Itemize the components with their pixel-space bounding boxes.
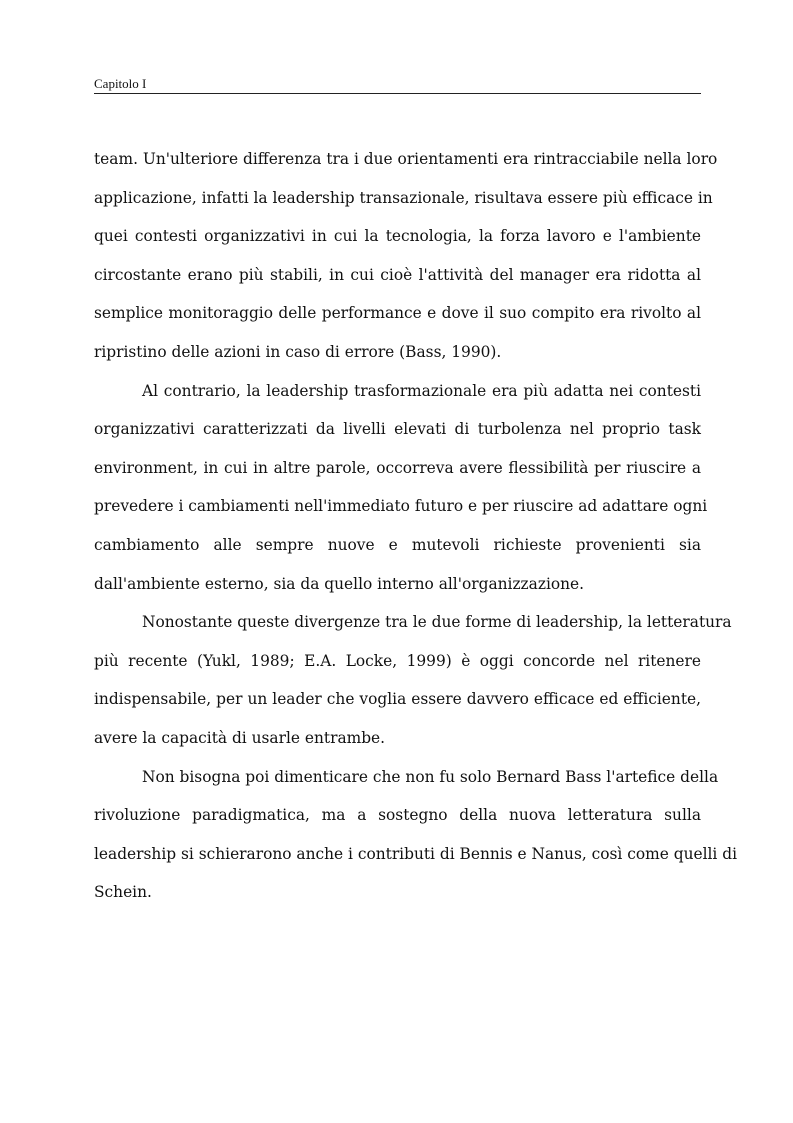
paragraph-1-line-1: team. Un'ulteriore differenza tra i due orientamenti era rintracciabile nella loro [94,150,718,168]
paragraph-1-line-3: quei contesti organizzativi in cui la tecnologia, la forza lavoro e l'ambiente [94,227,701,246]
paragraph-2-line-5: cambiamento alle sempre nuove e mutevoli richieste provenienti sia [94,535,701,554]
paragraph-4-line-4: Schein. [94,883,152,902]
paragraph-1-line-5: semplice monitoraggio delle performance e dove il suo compito era rivolto al [94,304,701,323]
paragraph-1-line-6: ripristino delle azioni in caso di errore (Bass, 1990). [94,342,502,361]
paragraph-3-line-1: Nonostante queste divergenze tra le due forme di leadership, la letteratura [142,613,732,632]
paragraph-3-line-2: più recente (Yukl, 1989; E.A. Locke, 1999) è oggi concorde nel ritenere [94,651,701,670]
paragraph-4-line-2: rivoluzione paradigmatica, ma a sostegno della nuova letteratura sulla [94,806,701,825]
paragraph-3-line-3: indispensabile, per un leader che voglia essere davvero efficace ed efficiente, [94,690,701,709]
paragraph-1-line-2: applicazione, infatti la leadership transazionale, risultava essere più efficace in [94,188,713,207]
chapter-label: Capitolo I [94,76,147,91]
paragraph-2-line-1: Al contrario, la leadership trasformazionale era più adatta nei contesti [142,381,701,400]
paragraph-4-line-3: leadership si schierarono anche i contributi di Bennis e Nanus, così come quelli di [94,844,738,863]
paragraph-2-line-2: organizzativi caratterizzati da livelli elevati di turbolenza nel proprio task [94,420,701,439]
paragraph-1-line-4: circostante erano più stabili, in cui cioè l'attività del manager era ridotta al [94,265,701,284]
body-text [94,146,738,918]
paragraph-2-line-4: prevedere i cambiamenti nell'immediato futuro e per riuscire ad adattare ogni [94,497,708,516]
paragraph-3-line-4: avere la capacità di usarle entrambe. [94,728,386,747]
paragraph-4-line-1: Non bisogna poi dimenticare che non fu solo Bernard Bass l'artefice della [142,767,719,786]
paragraph-2-line-3: environment, in cui in altre parole, occorreva avere flessibilità per riuscire a [94,458,701,477]
paragraph-2-line-6: dall'ambiente esterno, sia da quello interno all'organizzazione. [94,574,585,593]
running-header [94,76,701,94]
